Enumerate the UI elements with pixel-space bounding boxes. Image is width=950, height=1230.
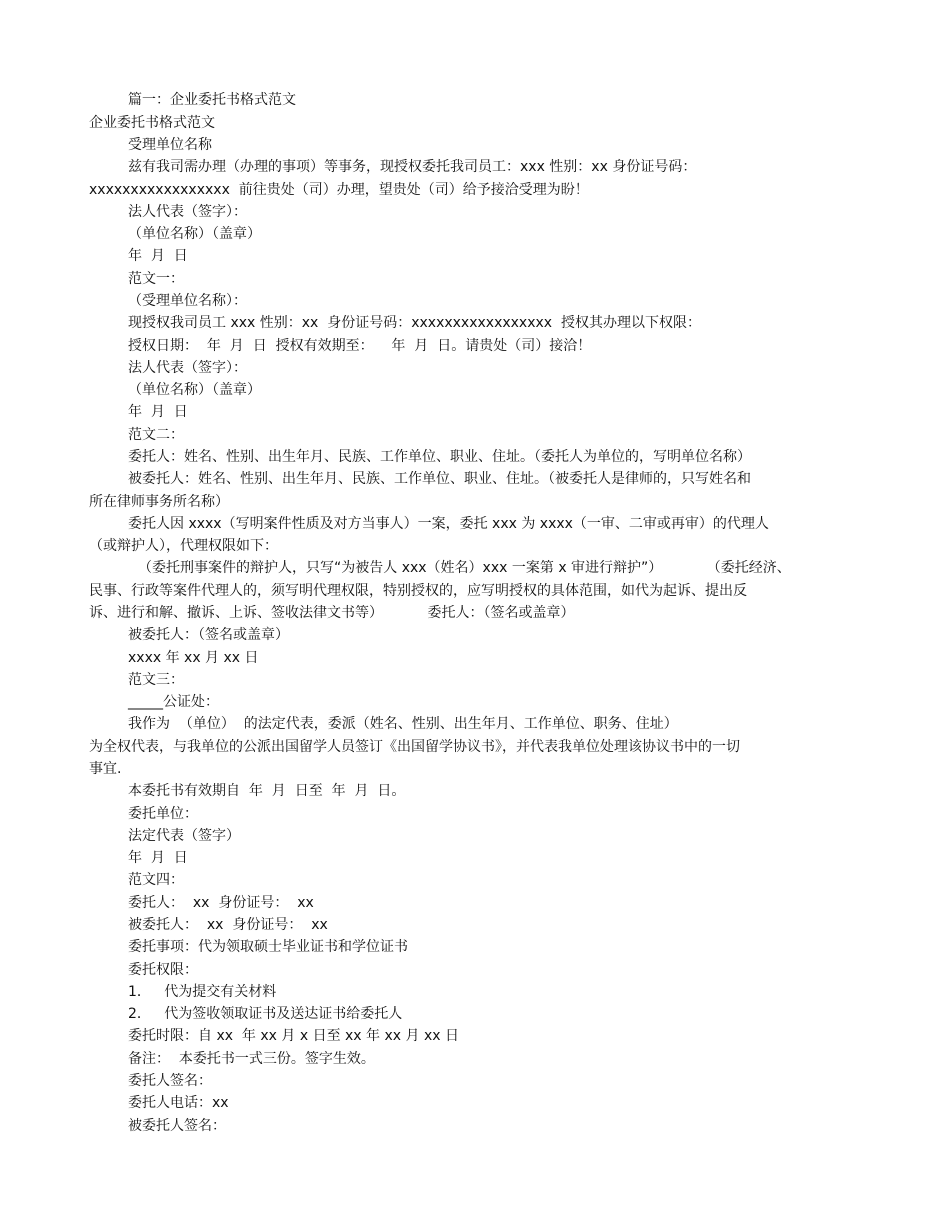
doc-line: 兹有我司需办理（办理的事项）等事务，现授权委托我司员工：xxx 性别：xx 身份证号码： [128,159,697,175]
section-heading: 范文四： [128,872,184,888]
doc-line: 我作为 （单位） 的法定代表，委派（姓名、性别、出生年月、工作单位、职务、住址） [128,716,678,732]
doc-line: （单位名称）（盖章） [128,382,261,398]
doc-line: 委托权限： [128,962,198,978]
doc-line: 法定代表（签字） [128,828,240,844]
doc-title-line: 篇一：企业委托书格式范文 [128,92,296,108]
doc-line: 委托事项：代为领取硕士毕业证书和学位证书 [128,939,408,955]
doc-line: 委托时限：自 xx 年 xx 月 x 日至 xx 年 xx 月 xx 日 [128,1028,459,1044]
doc-line: 被委托人签名： [128,1118,226,1134]
doc-line: 事宜. [89,761,122,777]
doc-line: 民事、行政等案件代理人的，须写明代理权限，特别授权的，应写明授权的具体范围，如代为起诉、提出反 [89,583,747,599]
doc-line: 受理单位名称 [128,137,212,153]
doc-line: 年 月 日 [128,404,188,420]
doc-line: 委托人因 xxxx（写明案件性质及对方当事人）一案，委托 xxx 为 xxxx（一审、二审或再审）的代理人 [128,516,769,532]
doc-line: 被委托人： xx 身份证号： xx [128,917,328,933]
doc-line: 现授权我司员工 xxx 性别：xx 身份证号码：xxxxxxxxxxxxxxxxx 授权其办理以下权限： [128,315,701,331]
doc-line: xxxxxxxxxxxxxxxxx 前往贵处（司）办理，望贵处（司）给予接洽受理为盼！ [89,182,589,198]
section-heading: 范文一： [128,271,184,287]
doc-line: 法人代表（签字）： [128,360,247,376]
list-item: 2． 代为签收领取证书及送达证书给委托人 [128,1006,403,1022]
doc-line: 年 月 日 [128,850,188,866]
list-item: 1． 代为提交有关材料 [128,984,277,1000]
doc-line: 委托单位： [128,806,198,822]
doc-line: （或辩护人），代理权限如下： [89,538,278,554]
doc-line: 备注： 本委托书一式三份。签字生效。 [128,1051,375,1067]
doc-line: 被委托人：姓名、性别、出生年月、民族、工作单位、职业、住址。（被委托人是律师的，只写姓名和 [128,471,751,487]
doc-line: 年 月 日 [128,248,188,264]
doc-line: 诉、进行和解、撤诉、上诉、签收法律文书等） 委托人：（签名或盖章） [89,605,575,621]
doc-heading: 企业委托书格式范文 [89,115,215,131]
doc-line: （受理单位名称）： [128,293,247,309]
doc-line: 委托人：姓名、性别、出生年月、民族、工作单位、职业、住址。（委托人为单位的，写明单位名称） [128,449,751,465]
doc-line: 法人代表（签字）： [128,204,247,220]
doc-line: 委托人： xx 身份证号： xx [128,895,314,911]
doc-line: （单位名称）（盖章） [128,226,261,242]
doc-line: xxxx 年 xx 月 xx 日 [128,650,259,666]
doc-line: （委托刑事案件的辩护人，只写“为被告人 xxx（姓名）xxx 一案第 x 审进行辩护”） （委托经济、 [138,560,791,576]
doc-line: 委托人电话：xx [128,1095,229,1111]
doc-line: 授权日期： 年 月 日 授权有效期至： 年 月 日。请贵处（司）接洽！ [128,338,592,354]
section-heading: 范文三： [128,672,184,688]
doc-line: 本委托书有效期自 年 月 日至 年 月 日。 [128,783,406,799]
doc-line: 为全权代表，与我单位的公派出国留学人员签订《出国留学协议书》，并代表我单位处理该协议书中的一切 [89,739,740,755]
doc-line: 所在律师事务所名称） [89,494,229,510]
doc-line: 委托人签名： [128,1073,212,1089]
section-heading: 范文二： [128,427,184,443]
doc-line: 被委托人：（签名或盖章） [128,627,289,643]
doc-line: _____公证处： [128,694,219,710]
